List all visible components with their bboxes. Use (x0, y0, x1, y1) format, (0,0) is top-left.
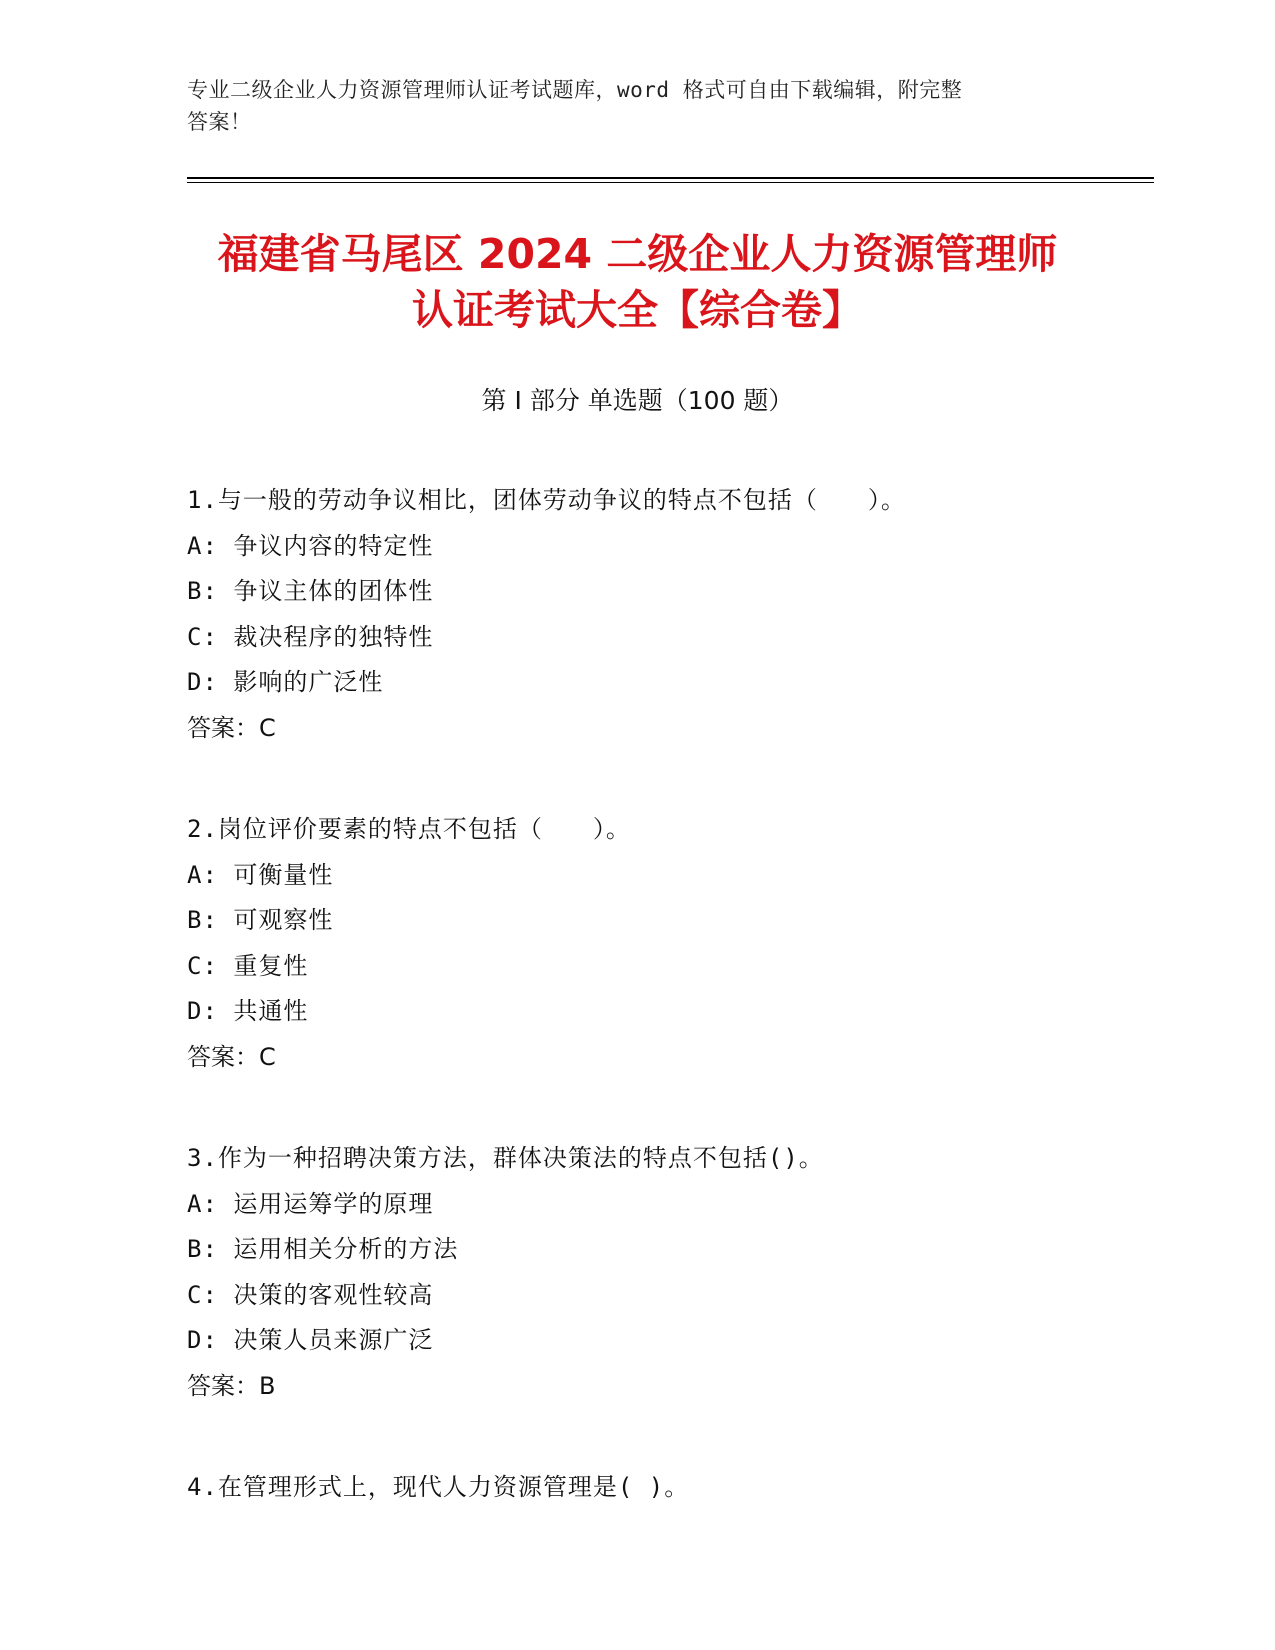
option-c: C: 重复性 (187, 951, 309, 980)
question-item (187, 1465, 1147, 1511)
option-d: D: 共通性 (187, 997, 309, 1025)
question-item (187, 1136, 1147, 1409)
option-a: A: 争议内容的特定性 (187, 531, 434, 560)
option-d: D: 影响的广泛性 (187, 668, 384, 696)
question-item (187, 478, 1147, 751)
option-c: C: 决策的客观性较高 (187, 1280, 434, 1309)
option-b: B: 运用相关分析的方法 (187, 1235, 459, 1263)
option-a: A: 运用运筹学的原理 (187, 1189, 434, 1218)
document-title-line-2: 认证考试大全【综合卷】 (412, 286, 863, 334)
question-text: 3.作为一种招聘决策方法，群体决策法的特点不包括()。 (187, 1144, 824, 1172)
document-title (0, 226, 1275, 338)
question-list (187, 478, 1147, 1567)
option-c: C: 裁决程序的独特性 (187, 622, 434, 651)
section-heading: 第 I 部分 单选题（100 题） (481, 386, 794, 415)
header-divider-thin (187, 182, 1154, 183)
header-note (187, 74, 1067, 138)
option-d: D: 决策人员来源广泛 (187, 1326, 434, 1354)
question-text: 4.在管理形式上，现代人力资源管理是( )。 (187, 1473, 690, 1501)
question-text: 1.与一般的劳动争议相比，团体劳动争议的特点不包括（ ）。 (187, 486, 906, 514)
header-divider-thick (187, 177, 1154, 179)
answer-text: 答案：C (187, 713, 276, 742)
header-note-line-1: 专业二级企业人力资源管理师认证考试题库，word 格式可自由下载编辑，附完整 (187, 78, 963, 102)
option-a: A: 可衡量性 (187, 860, 334, 889)
header-note-line-2: 答案！ (187, 110, 252, 134)
option-b: B: 争议主体的团体性 (187, 577, 434, 605)
question-item (187, 807, 1147, 1080)
answer-text: 答案：B (187, 1371, 276, 1400)
question-text: 2.岗位评价要素的特点不包括（ ）。 (187, 815, 631, 843)
answer-text: 答案：C (187, 1042, 276, 1071)
option-b: B: 可观察性 (187, 906, 334, 934)
document-title-line-1: 福建省马尾区 2024 二级企业人力资源管理师 (217, 230, 1058, 278)
